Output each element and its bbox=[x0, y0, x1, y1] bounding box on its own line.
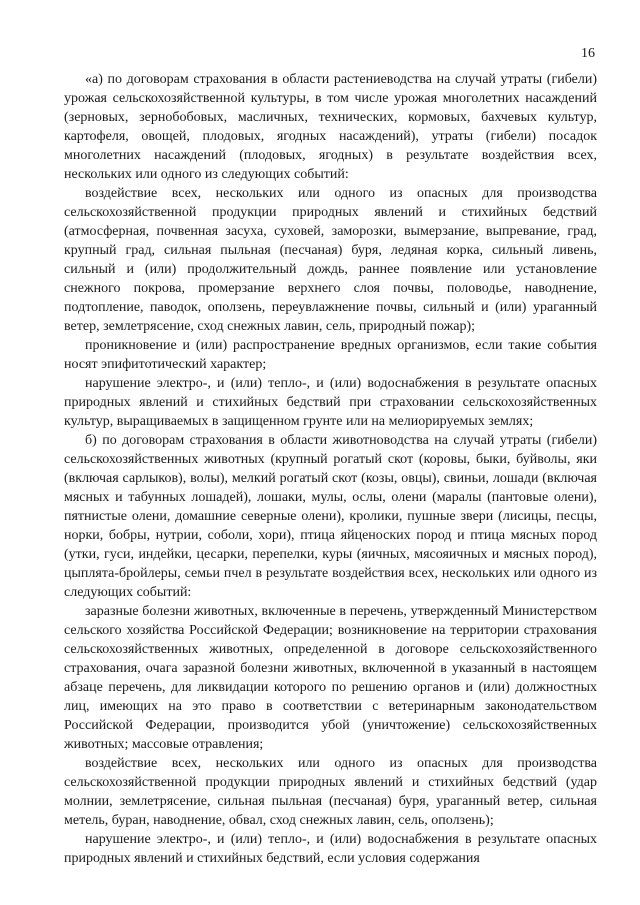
paragraph-b-livestock-insurance: б) по договорам страхования в области животноводства на случай утраты (гибели) сельскохозяйственных животных (крупный рогатый скот (коровы, быки, буйволы, яки (включая сарлыков), волы), мелкий рогатый скот (козы, овцы), свиньи, лошади (включая мясных и табунных лошадей), лошаки, мулы, ослы, олени (маралы (пантовые олени), пятнистые олени, домашние северные олени), кролики, пушные звери (лисицы, песцы, норки, бобры, нутрии, соболи, хори), птица яйценоских пород и птица мясных пород (утки, гуси, индейки, цесарки, перепелки, куры (яичных, мясояичных и мясных пород), цыплята-бройлеры, семьи пчел в результате воздействия всех, нескольких или одного из следующих событий: bbox=[64, 433, 597, 600]
paragraph-utility-disruption-livestock: нарушение электро-, и (или) тепло-, и (или) водоснабжения в результате опасных природных явлений и стихийных бедствий, если условия содержания bbox=[64, 832, 597, 866]
paragraph-natural-hazards-crops: воздействие всех, нескольких или одного из опасных для производства сельскохозяйственной продукции природных явлений и стихийных бедствий (атмосферная, почвенная засуха, суховей, заморозки, вымерзание, выпревание, град, крупный град, сильная пыльная (песчаная) буря, ледяная корка, сильный ливень, сильный и (или) продолжительный дождь, раннее появление или установление снежного покрова, промерзание верхнего слоя почвы, половодье, наводнение, подтопление, паводок, оползень, переувлажнение почвы, сильный и (или) ураганный ветер, землетрясение, сход снежных лавин, сель, природный пожар); bbox=[64, 186, 597, 334]
paragraph-animal-diseases: заразные болезни животных, включенные в перечень, утвержденный Министерством сельского хозяйства Российской Федерации; возникновение на территории страхования сельскохозяйственных животных, определенной в договоре сельскохозяйственного страхования, очага заразной болезни животных, включенной в указанный в настоящем абзаце перечень, для ликвидации которого по решению органов и (или) должностных лиц, имеющих на это право в соответствии с ветеринарным законодательством Российской Федерации, производится убой (уничтожение) сельскохозяйственных животных; массовые отравления; bbox=[64, 604, 597, 752]
paragraph-a-crop-insurance: «а) по договорам страхования в области растениеводства на случай утраты (гибели) урожая сельскохозяйственной культуры, в том числе урожая многолетних насаждений (зерновых, зернобобовых, масличных, технических, кормовых, бахчевых культур, картофеля, овощей, плодовых, ягодных насаждений), утраты (гибели) посадок многолетних насаждений (плодовых, ягодных) в результате воздействия всех, нескольких или одного из следующих событий: bbox=[64, 72, 597, 182]
paragraph-natural-hazards-livestock: воздействие всех, нескольких или одного из опасных для производства сельскохозяйственной продукции природных явлений и стихийных бедствий (удар молнии, землетрясение, сильная пыльная (песчаная) буря, ураганный ветер, сильная метель, буран, наводнение, обвал, сход снежных лавин, сель, оползень); bbox=[64, 756, 597, 828]
page-number: 16 bbox=[581, 46, 595, 61]
paragraph-harmful-organisms: проникновение и (или) распространение вредных организмов, если такие события носят эпифитотический характер; bbox=[64, 338, 597, 372]
paragraph-utility-disruption-crops: нарушение электро-, и (или) тепло-, и (или) водоснабжения в результате опасных природных явлений и стихийных бедствий при страховании сельскохозяйственных культур, выращиваемых в защищенном грунте или на мелиорируемых землях; bbox=[64, 376, 597, 429]
document-body bbox=[64, 70, 597, 868]
